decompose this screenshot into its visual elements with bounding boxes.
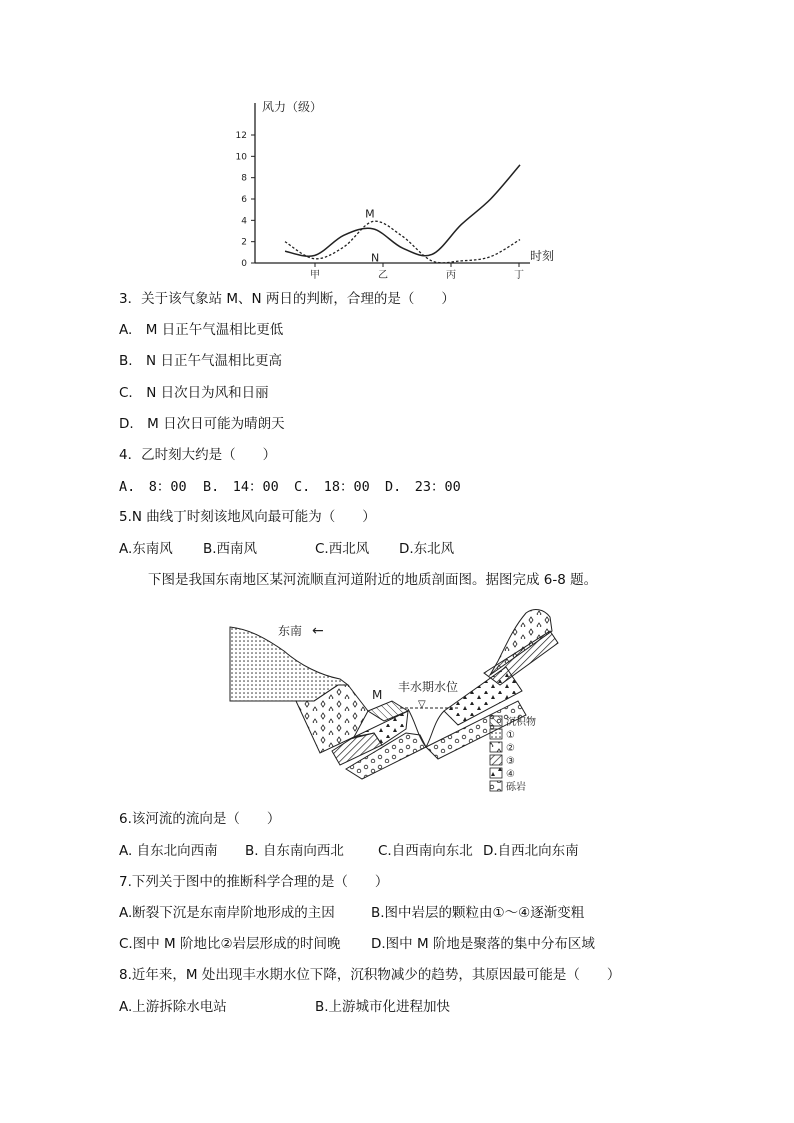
q3-option-c[interactable]: C. N 日次日为风和日丽 bbox=[119, 385, 269, 401]
q3-option-d[interactable]: D. M 日次日可能为晴朗天 bbox=[119, 416, 285, 432]
q5-option-b[interactable]: B.西南风 bbox=[203, 541, 258, 557]
q7-option-b[interactable]: B.图中岩层的颗粒由①～④逐渐变粗 bbox=[371, 905, 585, 921]
q4-option-d[interactable]: D. 23：00 bbox=[385, 479, 461, 495]
legend-layer-3: ③ bbox=[506, 756, 515, 767]
q3-option-b[interactable]: B. N 日正午气温相比更高 bbox=[119, 353, 282, 369]
q7-option-c[interactable]: C.图中 M 阶地比②岩层形成的时间晚 bbox=[119, 936, 341, 952]
x-axis-label: 时刻 bbox=[530, 249, 555, 263]
q5-option-a[interactable]: A.东南风 bbox=[119, 541, 173, 557]
q6-option-b[interactable]: B. 自东南向西北 bbox=[245, 843, 344, 859]
q5-stem: 5.N 曲线丁时刻该地风向最可能为（ ） bbox=[119, 509, 376, 525]
x-tick-label: 乙 bbox=[378, 270, 388, 280]
q8-option-a[interactable]: A.上游拆除水电站 bbox=[119, 999, 227, 1015]
q7-option-d[interactable]: D.图中 M 阶地是聚落的集中分布区域 bbox=[371, 936, 595, 952]
water-level-label: 丰水期水位 bbox=[398, 680, 459, 694]
y-axis-label: 风力（级） bbox=[262, 100, 323, 114]
q8-option-b[interactable]: B.上游城市化进程加快 bbox=[315, 999, 451, 1015]
legend-sediment: 沉积物 bbox=[506, 717, 536, 728]
y-tick-label: 0 bbox=[241, 259, 247, 269]
legend-conglomerate: 砾岩 bbox=[506, 782, 526, 793]
y-tick-label: 4 bbox=[241, 216, 247, 227]
y-tick-label: 12 bbox=[235, 131, 247, 141]
x-tick-label: 丙 bbox=[446, 270, 456, 280]
annotation-m: M bbox=[365, 207, 375, 221]
q7-stem: 7.下列关于图中的推断科学合理的是（ ） bbox=[119, 874, 389, 890]
q7-option-a[interactable]: A.断裂下沉是东南岸阶地形成的主因 bbox=[119, 905, 335, 921]
q8-stem: 8.近年来，M 处出现丰水期水位下降，沉积物减少的趋势，其原因最可能是（ ） bbox=[119, 967, 621, 983]
direction-arrow: ← bbox=[312, 623, 324, 639]
x-tick-label: 甲 bbox=[310, 270, 320, 280]
point-m-label: M bbox=[372, 688, 383, 702]
q4-option-b[interactable]: B. 14：00 bbox=[203, 479, 279, 495]
y-tick-label: 6 bbox=[241, 195, 247, 205]
y-ticks bbox=[236, 131, 255, 269]
q3-option-a[interactable]: A. M 日正午气温相比更低 bbox=[119, 322, 284, 338]
q5-option-c[interactable]: C.西北风 bbox=[315, 541, 370, 557]
q5-option-d[interactable]: D.东北风 bbox=[399, 541, 455, 557]
q3-stem: 3．关于该气象站 M、N 两日的判断，合理的是（ ） bbox=[119, 291, 455, 307]
direction-label: 东南 bbox=[278, 624, 303, 638]
wind-force-chart bbox=[225, 95, 565, 280]
legend-layer-1: ① bbox=[506, 730, 515, 741]
water-level-symbol: ▽ bbox=[418, 699, 426, 710]
y-tick-label: 10 bbox=[235, 152, 247, 163]
q6-option-a[interactable]: A. 自东北向西南 bbox=[119, 843, 218, 859]
series-line-m bbox=[285, 221, 520, 263]
q4-stem: 4．乙时刻大约是（ ） bbox=[119, 447, 277, 463]
series-line-n bbox=[285, 165, 520, 256]
y-tick-label: 2 bbox=[241, 237, 247, 248]
series-layer bbox=[285, 165, 520, 263]
legend-layer-4: ④ bbox=[506, 769, 515, 780]
q6-option-d[interactable]: D.自西北向东南 bbox=[483, 843, 579, 859]
x-tick-label: 丁 bbox=[514, 270, 524, 280]
legend-layer-2: ② bbox=[506, 743, 515, 754]
q4-option-c[interactable]: C. 18：00 bbox=[294, 479, 370, 495]
y-tick-label: 8 bbox=[241, 173, 247, 184]
q4-option-a[interactable]: A. 8：00 bbox=[119, 479, 187, 495]
x-ticks bbox=[310, 263, 524, 280]
annotation-n: N bbox=[371, 251, 380, 265]
q6-option-c[interactable]: C.自西南向东北 bbox=[378, 843, 473, 859]
geologic-cross-section bbox=[222, 603, 572, 795]
intro-text: 下图是我国东南地区某河流顺直河道附近的地质剖面图。据图完成 6-8 题。 bbox=[148, 572, 598, 588]
q6-stem: 6.该河流的流向是（ ） bbox=[119, 811, 281, 827]
